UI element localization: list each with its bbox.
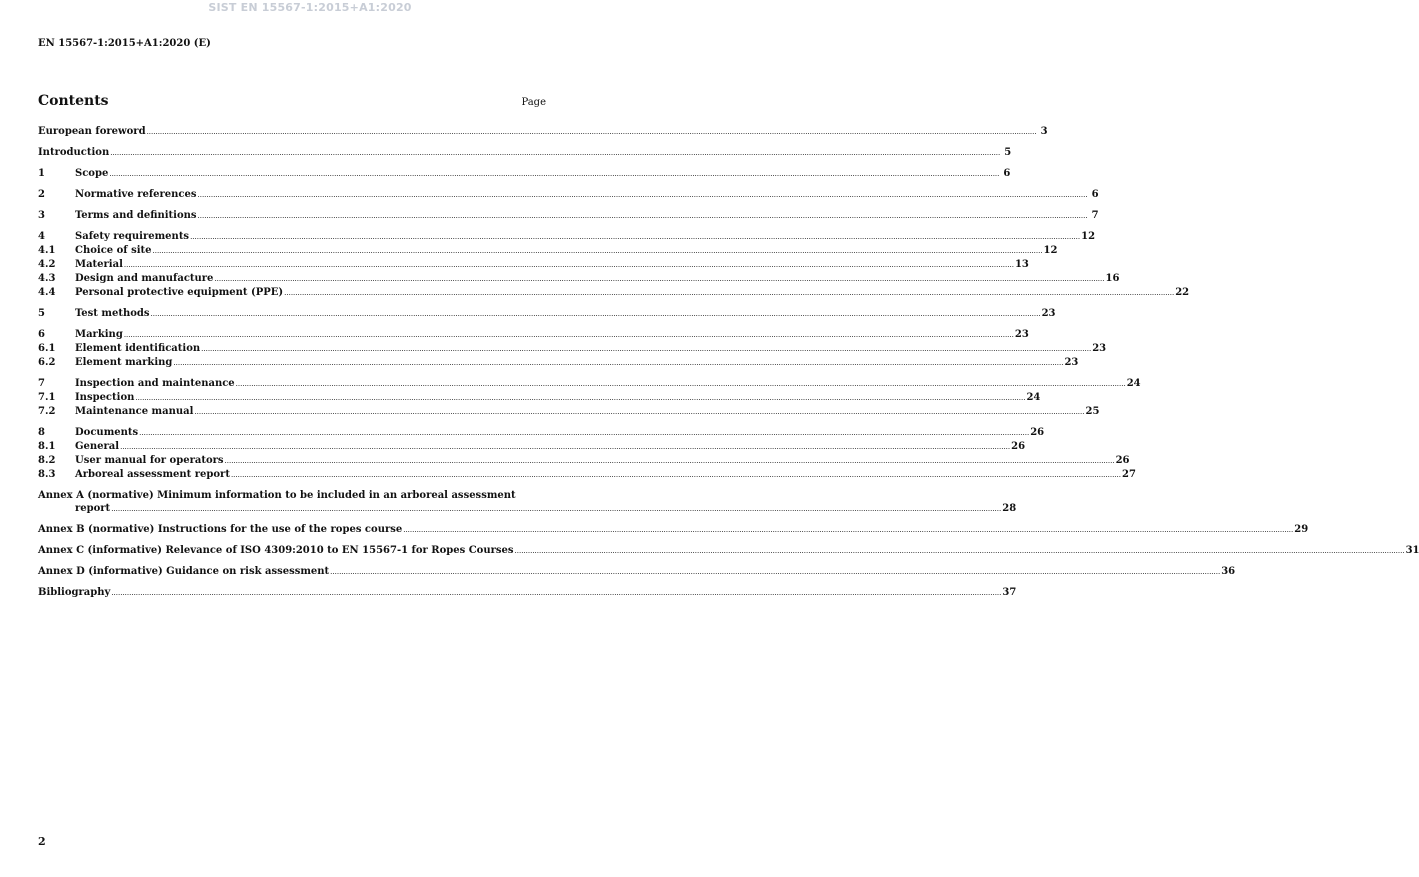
toc-entry[interactable]: [38, 146, 1012, 160]
toc-entry-title: Test methods: [75, 308, 150, 319]
toc-entry[interactable]: [38, 502, 1017, 516]
toc-entry-title: Scope: [75, 168, 109, 179]
leader-dots: ................................................................................................................................................................................................................................................................................................................................................................................................................: [201, 345, 1092, 353]
toc-entry-page: 23: [1092, 343, 1107, 354]
toc-entry-number: 4: [38, 231, 45, 242]
leader-dots: ................................................................................................................................................................................................................................................................................................................................................................................................................: [110, 149, 1001, 157]
toc-entry-page: 26: [1115, 455, 1130, 466]
toc-entry-title: User manual for operators: [75, 455, 224, 466]
toc-entry-title: Choice of site: [75, 245, 152, 256]
toc-entry-number: 8.1: [38, 441, 56, 452]
toc-entry-page: 27: [1121, 469, 1136, 480]
toc-entry[interactable]: [38, 258, 1029, 272]
toc-entry-page: 25: [1085, 406, 1100, 417]
toc-entry-title: Marking: [75, 329, 123, 340]
leader-dots: ................................................................................................................................................................................................................................................................................................................................................................................................................: [194, 408, 1085, 416]
toc-entry-number: 1: [38, 168, 45, 179]
leader-dots: ................................................................................................................................................................................................................................................................................................................................................................................................................: [139, 429, 1030, 437]
document-id: EN 15567-1:2015+A1:2020 (E): [38, 38, 211, 49]
toc-entry-title: Annex D (informative) Guidance on risk assessment: [38, 566, 330, 577]
toc-entry-title: Documents: [75, 427, 139, 438]
toc-entry-title: Inspection and maintenance: [75, 378, 235, 389]
toc-entry[interactable]: [38, 244, 1058, 258]
leader-dots: ................................................................................................................................................................................................................................................................................................................................................................................................................: [120, 443, 1011, 451]
toc-entry-page: 6: [1091, 189, 1099, 200]
toc-entry[interactable]: [38, 454, 1130, 468]
leader-dots: ................................................................................................................................................................................................................................................................................................................................................................................................................: [111, 505, 1002, 513]
toc-entry-title: Arboreal assessment report: [75, 469, 230, 480]
toc-entry[interactable]: [38, 440, 1026, 454]
leader-dots: ................................................................................................................................................................................................................................................................................................................................................................................................................: [111, 589, 1002, 597]
toc-entry-title: Element marking: [75, 357, 173, 368]
toc-entry-number: 3: [38, 210, 45, 221]
toc-entry-title: Annex C (informative) Relevance of ISO 4309:2010 to EN 15567-1 for Ropes Courses: [38, 545, 514, 556]
toc-entry[interactable]: [38, 286, 1190, 300]
toc-entry-title: Annex B (normative) Instructions for the use of the ropes course: [38, 524, 403, 535]
toc-entry-page: 31: [1405, 545, 1419, 556]
toc-entry-page: 28: [1002, 503, 1017, 514]
toc-entry-page: 26: [1030, 427, 1045, 438]
toc-entry[interactable]: [38, 328, 1029, 342]
toc-entry-number: 4.4: [38, 287, 56, 298]
toc-entry-number: 6.1: [38, 343, 56, 354]
leader-dots: ................................................................................................................................................................................................................................................................................................................................................................................................................: [123, 331, 1014, 339]
toc-entry[interactable]: [38, 188, 1099, 202]
leader-dots: ................................................................................................................................................................................................................................................................................................................................................................................................................: [150, 310, 1041, 318]
toc-entry[interactable]: [38, 272, 1120, 286]
toc-entry-title: Design and manufacture: [75, 273, 214, 284]
leader-dots: ................................................................................................................................................................................................................................................................................................................................................................................................................: [214, 275, 1105, 283]
page-number: 2: [38, 835, 46, 848]
leader-dots: ................................................................................................................................................................................................................................................................................................................................................................................................................: [330, 568, 1221, 576]
toc-entry[interactable]: [38, 230, 1096, 244]
leader-dots: ................................................................................................................................................................................................................................................................................................................................................................................................................: [197, 191, 1088, 199]
toc-entry-title: Safety requirements: [75, 231, 190, 242]
toc-entry-title: Material: [75, 259, 123, 270]
toc-entry-number: 7: [38, 378, 45, 389]
toc-entry-number: 4.3: [38, 273, 56, 284]
toc-entry[interactable]: [38, 586, 1017, 600]
toc-entry-number: 8.3: [38, 469, 56, 480]
toc-entry[interactable]: [38, 426, 1045, 440]
toc-entry-page: 16: [1105, 273, 1120, 284]
toc-entry-page: 23: [1014, 329, 1029, 340]
table-of-contents: [38, 125, 1419, 600]
toc-entry-number: 4.2: [38, 259, 56, 270]
toc-entry-title: Introduction: [38, 147, 110, 158]
toc-entry[interactable]: [38, 209, 1099, 223]
toc-entry-page: 22: [1175, 287, 1190, 298]
toc-entry-page: 24: [1026, 392, 1041, 403]
leader-dots: ................................................................................................................................................................................................................................................................................................................................................................................................................: [109, 170, 1000, 178]
toc-entry-number: 7.2: [38, 406, 56, 417]
leader-dots: ................................................................................................................................................................................................................................................................................................................................................................................................................: [235, 380, 1126, 388]
toc-entry[interactable]: [38, 307, 1056, 321]
toc-entry[interactable]: [38, 565, 1236, 579]
toc-entry-page: 24: [1126, 378, 1141, 389]
toc-entry-title-cont: report: [75, 503, 111, 514]
toc-entry[interactable]: [38, 391, 1041, 405]
leader-dots: ................................................................................................................................................................................................................................................................................................................................................................................................................: [403, 526, 1294, 534]
toc-entry-page: 37: [1002, 587, 1017, 598]
watermark: SIST EN 15567-1:2015+A1:2020: [208, 1, 412, 14]
leader-dots: ................................................................................................................................................................................................................................................................................................................................................................................................................: [123, 261, 1014, 269]
leader-dots: ................................................................................................................................................................................................................................................................................................................................................................................................................: [284, 289, 1175, 297]
page-column-label: Page: [521, 97, 546, 108]
toc-entry-title: Normative references: [75, 189, 197, 200]
toc-entry-title: General: [75, 441, 120, 452]
toc-entry[interactable]: [38, 342, 1107, 356]
toc-entry-number: 8.2: [38, 455, 56, 466]
toc-entry[interactable]: [38, 356, 1079, 370]
toc-entry-page: 26: [1011, 441, 1026, 452]
toc-entry[interactable]: [38, 468, 1136, 482]
toc-entry-number: 4.1: [38, 245, 56, 256]
leader-dots: ................................................................................................................................................................................................................................................................................................................................................................................................................: [146, 128, 1037, 136]
leader-dots: ................................................................................................................................................................................................................................................................................................................................................................................................................: [197, 212, 1088, 220]
toc-entry-page: 23: [1041, 308, 1056, 319]
toc-entry-page: 6: [1003, 168, 1011, 179]
toc-entry-page: 3: [1040, 126, 1048, 137]
leader-dots: ................................................................................................................................................................................................................................................................................................................................................................................................................: [173, 359, 1064, 367]
toc-entry[interactable]: [38, 125, 1048, 139]
toc-entry-title: Inspection: [75, 392, 135, 403]
leader-dots: ................................................................................................................................................................................................................................................................................................................................................................................................................: [230, 471, 1121, 479]
toc-entry-page: 12: [1043, 245, 1058, 256]
toc-entry[interactable]: [38, 377, 1141, 391]
toc-entry-number: 5: [38, 308, 45, 319]
toc-entry-number: 2: [38, 189, 45, 200]
toc-entry-title: Maintenance manual: [75, 406, 194, 417]
leader-dots: ................................................................................................................................................................................................................................................................................................................................................................................................................: [190, 233, 1081, 241]
leader-dots: ................................................................................................................................................................................................................................................................................................................................................................................................................: [135, 394, 1026, 402]
toc-entry[interactable]: [38, 523, 1309, 537]
contents-title: Contents: [38, 93, 109, 109]
toc-entry-page: 5: [1004, 147, 1012, 158]
toc-entry-title: Personal protective equipment (PPE): [75, 287, 284, 298]
toc-entry-page: 7: [1091, 210, 1099, 221]
toc-entry-page: 12: [1081, 231, 1096, 242]
toc-entry-title: European foreword: [38, 126, 146, 137]
toc-entry-title: Terms and definitions: [75, 210, 197, 221]
toc-entry-title[interactable]: Annex A (normative) Minimum information to be included in an arboreal assessment: [38, 490, 516, 501]
toc-entry-page: 13: [1014, 259, 1029, 270]
toc-entry-number: 6: [38, 329, 45, 340]
toc-entry[interactable]: [38, 167, 1011, 181]
toc-entry-number: 8: [38, 427, 45, 438]
toc-entry-page: 36: [1221, 566, 1236, 577]
leader-dots: ................................................................................................................................................................................................................................................................................................................................................................................................................: [514, 547, 1405, 555]
toc-entry-number: 7.1: [38, 392, 56, 403]
toc-entry-page: 29: [1294, 524, 1309, 535]
toc-entry-page: 23: [1064, 357, 1079, 368]
toc-entry-title: Element identification: [75, 343, 201, 354]
leader-dots: ................................................................................................................................................................................................................................................................................................................................................................................................................: [224, 457, 1115, 465]
toc-entry-number: 6.2: [38, 357, 56, 368]
toc-entry[interactable]: [38, 405, 1100, 419]
leader-dots: ................................................................................................................................................................................................................................................................................................................................................................................................................: [152, 247, 1043, 255]
toc-entry[interactable]: [38, 544, 1419, 558]
toc-entry-title: Bibliography: [38, 587, 111, 598]
